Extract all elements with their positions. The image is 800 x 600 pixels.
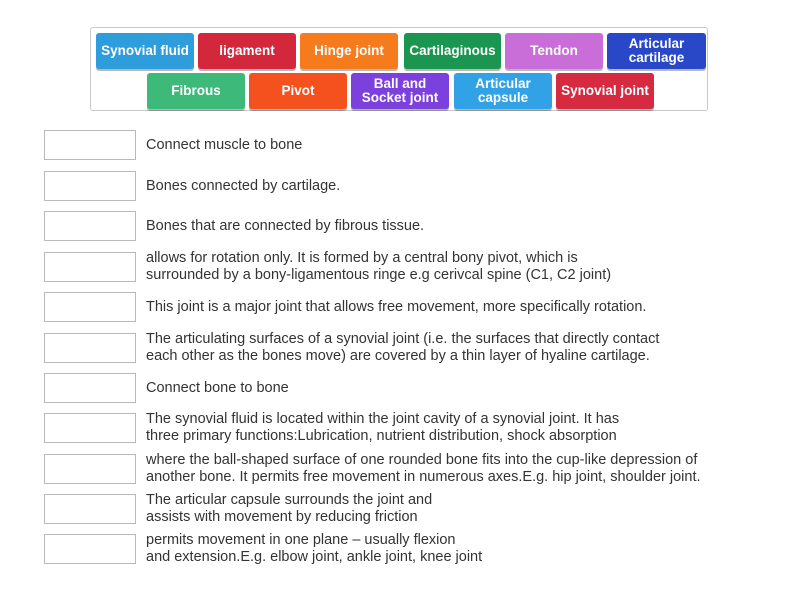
drop-slot[interactable] — [44, 494, 136, 524]
tile-articular-capsule[interactable]: Articular capsule — [454, 73, 552, 109]
drop-slot[interactable] — [44, 373, 136, 403]
description-text: Bones that are connected by fibrous tissue. — [146, 217, 425, 234]
match-row — [44, 130, 784, 160]
match-row — [44, 534, 784, 564]
description-text: Connect muscle to bone — [146, 136, 303, 153]
description-text: The synovial fluid is located within the joint cavity of a synovial joint. It has three primary functions:Lubrication, nutrient distribution, shock absorption — [146, 411, 620, 444]
word-bank — [90, 27, 708, 111]
match-row — [44, 171, 784, 201]
match-row — [44, 252, 784, 282]
drop-slot[interactable] — [44, 454, 136, 484]
tile-ligament[interactable]: ligament — [198, 33, 296, 69]
drop-slot[interactable] — [44, 333, 136, 363]
tile-synovial-joint[interactable]: Synovial joint — [556, 73, 654, 109]
description-text: where the ball-shaped surface of one rounded bone fits into the cup-like depression of another bone. It permits free movement in numerous axes.E.g. hip joint, shoulder joint. — [146, 452, 701, 485]
description-text: The articulating surfaces of a synovial joint (i.e. the surfaces that directly contact each other as the bones move) are covered by a thin layer of hyaline cartilage. — [146, 331, 660, 364]
drop-slot[interactable] — [44, 252, 136, 282]
tile-tendon[interactable]: Tendon — [505, 33, 603, 69]
tile-articular-cartilage[interactable]: Articular cartilage — [607, 33, 706, 69]
match-row — [44, 494, 784, 524]
description-text: allows for rotation only. It is formed by a central bony pivot, which is surrounded by a bony-ligamentous ringe e.g cerivcal spine (C1, C2 joint) — [146, 250, 612, 283]
tile-fibrous[interactable]: Fibrous — [147, 73, 245, 109]
tile-hinge-joint[interactable]: Hinge joint — [300, 33, 398, 69]
tile-pivot[interactable]: Pivot — [249, 73, 347, 109]
drop-slot[interactable] — [44, 171, 136, 201]
description-text: permits movement in one plane – usually flexion and extension.E.g. elbow joint, ankle joint, knee joint — [146, 532, 483, 565]
match-row — [44, 211, 784, 241]
drop-slot[interactable] — [44, 211, 136, 241]
tile-synovial-fluid[interactable]: Synovial fluid — [96, 33, 194, 69]
description-text: This joint is a major joint that allows free movement, more specifically rotation. — [146, 298, 647, 315]
match-row — [44, 373, 784, 403]
tile-ball-and-socket-joint[interactable]: Ball and Socket joint — [351, 73, 449, 109]
drop-slot[interactable] — [44, 413, 136, 443]
description-text: Connect bone to bone — [146, 379, 289, 396]
drop-slot[interactable] — [44, 292, 136, 322]
match-row — [44, 333, 784, 363]
tile-cartilaginous[interactable]: Cartilaginous — [404, 33, 501, 69]
match-row — [44, 292, 784, 322]
match-row — [44, 454, 784, 484]
drop-slot[interactable] — [44, 130, 136, 160]
match-row — [44, 413, 784, 443]
drop-slot[interactable] — [44, 534, 136, 564]
description-text: Bones connected by cartilage. — [146, 177, 341, 194]
description-text: The articular capsule surrounds the joint and assists with movement by reducing friction — [146, 492, 433, 525]
